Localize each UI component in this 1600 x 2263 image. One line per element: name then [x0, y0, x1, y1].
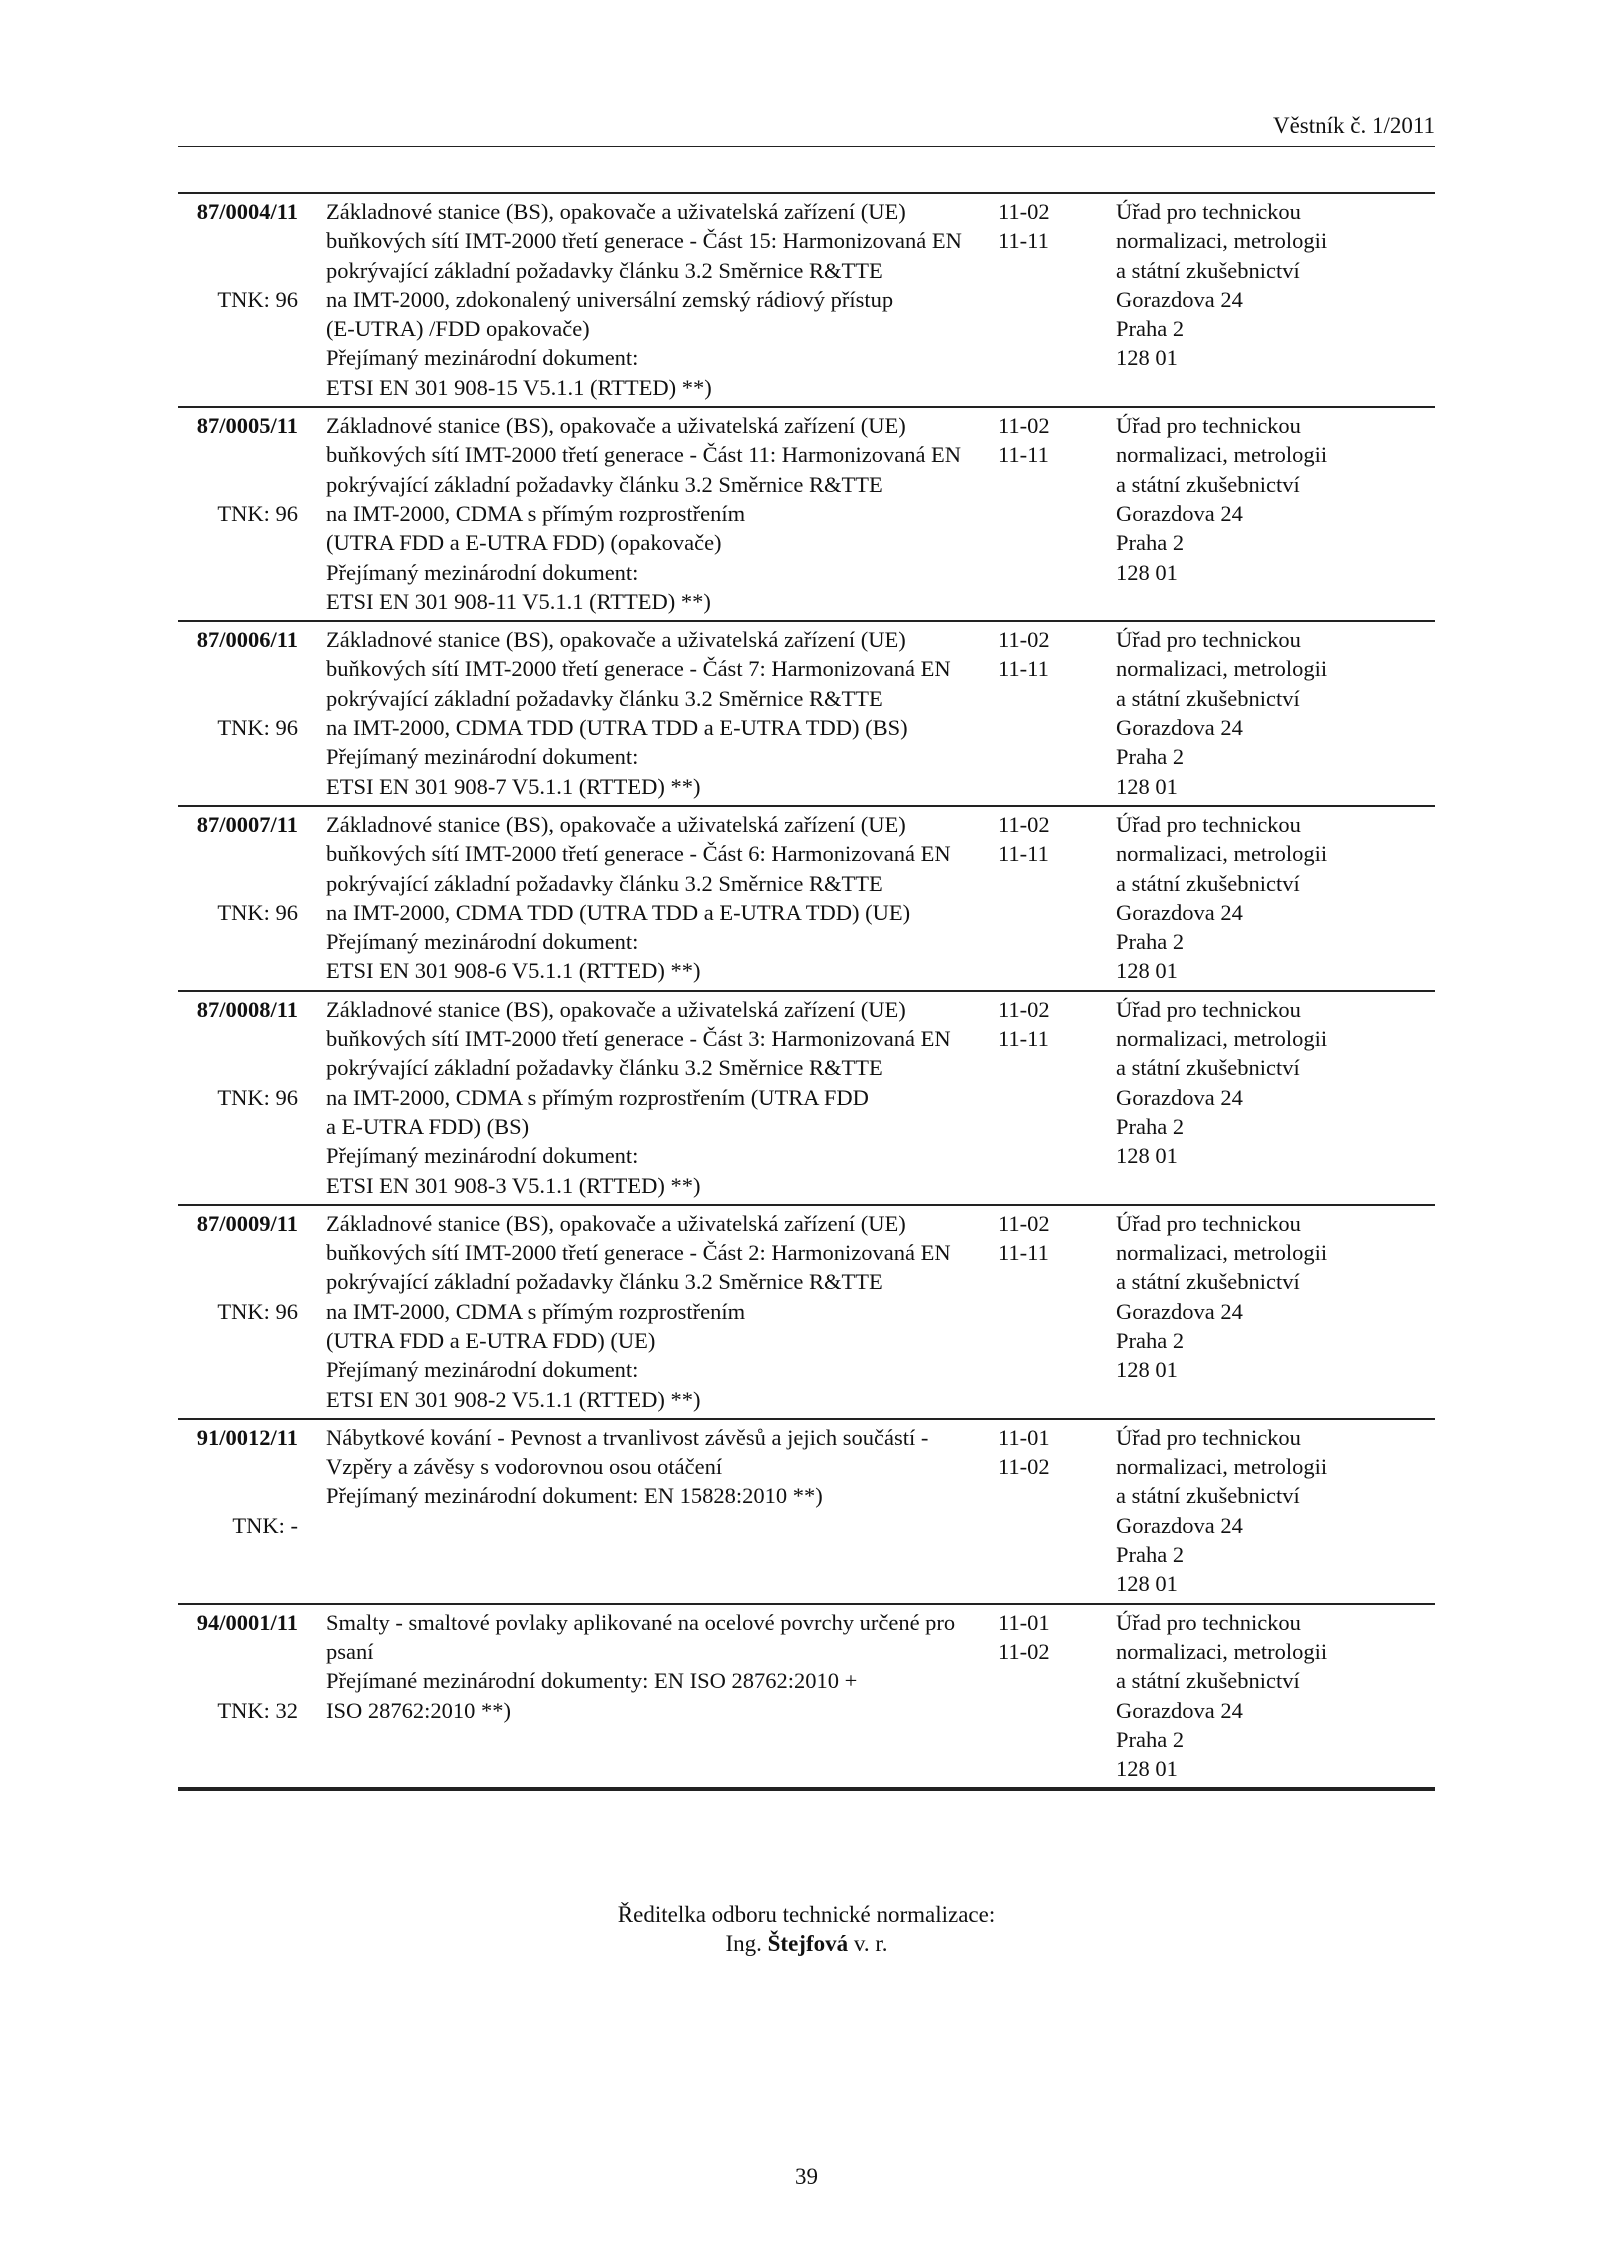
- norm-title-line: Přejímaný mezinárodní dokument:: [326, 1357, 639, 1383]
- norm-title-line: Přejímané mezinárodní dokumenty: EN ISO 28762:2010 +: [326, 1668, 858, 1694]
- norm-title-cell: [298, 995, 998, 1200]
- norm-code: 91/0012/11: [196, 1424, 298, 1450]
- norm-id-cell: [178, 625, 298, 801]
- norm-code: 87/0007/11: [196, 811, 298, 837]
- spacer: [178, 1452, 298, 1481]
- office-line: Úřad pro technickou: [1116, 1609, 1301, 1635]
- norm-title-line: Základnové stanice (BS), opakovače a uživatelská zařízení (UE): [326, 199, 906, 224]
- office-cell: [1116, 411, 1435, 616]
- header-rule: [178, 146, 1435, 147]
- office-line: a státní zkušebnictví: [1116, 1668, 1300, 1694]
- norm-title-line: pokrývající základní požadavky článku 3.2 Směrnice R&TTE: [326, 471, 883, 497]
- office-line: normalizaci, metrologii: [1116, 1638, 1328, 1664]
- date-value: 11-11: [998, 442, 1049, 468]
- norm-code: 94/0001/11: [196, 1609, 298, 1635]
- spacer: [178, 1267, 298, 1296]
- norm-title-line: Přejímaný mezinárodní dokument: EN 15828:2010 **): [326, 1483, 823, 1509]
- norm-title-line: Vzpěry a závěsy s vodorovnou osou otáčení: [326, 1454, 723, 1480]
- norm-title-line: buňkových sítí IMT-2000 třetí generace - Část 2: Harmonizovaná EN: [326, 1240, 951, 1266]
- norm-title-line: ETSI EN 301 908-2 V5.1.1 (RTTED) **): [326, 1386, 701, 1412]
- date-value: 11-11: [998, 656, 1049, 682]
- norm-code: 87/0008/11: [196, 996, 298, 1022]
- office-line: a státní zkušebnictví: [1116, 257, 1300, 283]
- office-line: a státní zkušebnictví: [1116, 870, 1300, 896]
- norm-title-line: buňkových sítí IMT-2000 třetí generace - Část 7: Harmonizovaná EN: [326, 656, 951, 682]
- norm-title-line: a E-UTRA FDD) (BS): [326, 1113, 530, 1139]
- signature-name-line: [178, 1929, 1435, 1958]
- office-line: Gorazdova 24: [1116, 1298, 1243, 1324]
- date-cell: [998, 197, 1116, 402]
- table-row: [178, 1206, 1435, 1420]
- norm-title-cell: [298, 1608, 998, 1784]
- spacer: [178, 684, 298, 713]
- norm-code: 87/0004/11: [196, 199, 298, 224]
- norm-code: 87/0006/11: [196, 627, 298, 653]
- table-row: [178, 807, 1435, 992]
- norms-table: [178, 192, 1435, 1791]
- office-line: Gorazdova 24: [1116, 1697, 1243, 1723]
- norm-title-line: Základnové stanice (BS), opakovače a uživatelská zařízení (UE): [326, 627, 906, 653]
- tnk-label: TNK: 96: [217, 899, 298, 925]
- table-row: [178, 194, 1435, 408]
- spacer: [178, 1053, 298, 1082]
- date-value: 11-02: [998, 413, 1050, 439]
- norm-id-cell: [178, 1608, 298, 1784]
- tnk-label: TNK: 96: [217, 286, 298, 312]
- office-line: 128 01: [1116, 958, 1178, 984]
- norm-title-cell: [298, 197, 998, 402]
- signature-prefix: Ing.: [725, 1931, 762, 1956]
- date-value: 11-02: [998, 1454, 1050, 1480]
- spacer: [178, 470, 298, 499]
- table-row: [178, 622, 1435, 807]
- spacer: [178, 1481, 298, 1510]
- office-line: normalizaci, metrologii: [1116, 656, 1328, 682]
- date-cell: [998, 810, 1116, 986]
- norm-title-line: pokrývající základní požadavky článku 3.2 Směrnice R&TTE: [326, 1055, 883, 1081]
- norm-title-line: buňkových sítí IMT-2000 třetí generace - Část 6: Harmonizovaná EN: [326, 841, 951, 867]
- office-line: a státní zkušebnictví: [1116, 1269, 1300, 1295]
- office-line: Úřad pro technickou: [1116, 811, 1301, 837]
- norm-title-line: buňkových sítí IMT-2000 třetí generace - Část 15: Harmonizovaná EN: [326, 228, 962, 254]
- date-value: 11-11: [998, 1026, 1049, 1052]
- office-line: Praha 2: [1116, 929, 1185, 955]
- office-cell: [1116, 810, 1435, 986]
- office-line: Praha 2: [1116, 1327, 1185, 1353]
- date-value: 11-11: [998, 1240, 1049, 1266]
- date-cell: [998, 625, 1116, 801]
- tnk-label: TNK: 96: [217, 1084, 298, 1110]
- date-cell: [998, 411, 1116, 616]
- norm-title-line: Základnové stanice (BS), opakovače a uživatelská zařízení (UE): [326, 1210, 906, 1236]
- office-line: Úřad pro technickou: [1116, 413, 1301, 439]
- norm-title-line: na IMT-2000, CDMA s přímým rozprostřením (UTRA FDD: [326, 1084, 869, 1110]
- spacer: [178, 1024, 298, 1053]
- tnk-label: TNK: 96: [217, 715, 298, 741]
- norm-id-cell: [178, 810, 298, 986]
- norm-id-cell: [178, 1209, 298, 1414]
- office-line: Praha 2: [1116, 316, 1185, 342]
- spacer: [178, 869, 298, 898]
- office-line: 128 01: [1116, 345, 1178, 371]
- signature-block: [178, 1900, 1435, 1958]
- office-line: Gorazdova 24: [1116, 500, 1243, 526]
- office-line: normalizaci, metrologii: [1116, 1026, 1328, 1052]
- norm-id-cell: [178, 411, 298, 616]
- office-line: a státní zkušebnictví: [1116, 1055, 1300, 1081]
- date-cell: [998, 1608, 1116, 1784]
- date-value: 11-02: [998, 199, 1050, 224]
- table-row: [178, 408, 1435, 622]
- signature-name: Štejfová: [767, 1931, 849, 1956]
- signature-suffix: v. r.: [853, 1931, 888, 1956]
- spacer: [178, 654, 298, 683]
- norm-title-cell: [298, 625, 998, 801]
- norm-title-line: ETSI EN 301 908-3 V5.1.1 (RTTED) **): [326, 1172, 701, 1198]
- table-row: [178, 1605, 1435, 1792]
- spacer: [178, 1238, 298, 1267]
- norm-title-line: ETSI EN 301 908-7 V5.1.1 (RTTED) **): [326, 773, 701, 799]
- date-value: 11-02: [998, 811, 1050, 837]
- office-line: normalizaci, metrologii: [1116, 228, 1328, 254]
- office-line: Gorazdova 24: [1116, 715, 1243, 741]
- date-cell: [998, 1423, 1116, 1599]
- date-cell: [998, 995, 1116, 1200]
- norm-title-cell: [298, 1423, 998, 1599]
- norm-title-line: pokrývající základní požadavky článku 3.2 Směrnice R&TTE: [326, 1269, 883, 1295]
- office-line: 128 01: [1116, 773, 1178, 799]
- norm-code: 87/0005/11: [196, 413, 298, 439]
- norm-title-line: Základnové stanice (BS), opakovače a uživatelská zařízení (UE): [326, 413, 906, 439]
- office-line: Úřad pro technickou: [1116, 1424, 1301, 1450]
- office-line: 128 01: [1116, 1756, 1178, 1782]
- date-value: 11-02: [998, 1210, 1050, 1236]
- office-line: 128 01: [1116, 1143, 1178, 1169]
- tnk-label: TNK: 96: [217, 1298, 298, 1324]
- norm-id-cell: [178, 995, 298, 1200]
- norm-title-line: buňkových sítí IMT-2000 třetí generace - Část 3: Harmonizovaná EN: [326, 1026, 951, 1052]
- office-line: Úřad pro technickou: [1116, 627, 1301, 653]
- office-line: Praha 2: [1116, 744, 1185, 770]
- office-line: Praha 2: [1116, 1113, 1185, 1139]
- spacer: [178, 256, 298, 285]
- office-line: Gorazdova 24: [1116, 1084, 1243, 1110]
- tnk-label: TNK: -: [232, 1512, 298, 1538]
- norm-title-line: Přejímaný mezinárodní dokument:: [326, 345, 639, 371]
- office-line: Gorazdova 24: [1116, 899, 1243, 925]
- norm-title-line: buňkových sítí IMT-2000 třetí generace - Část 11: Harmonizovaná EN: [326, 442, 962, 468]
- office-line: 128 01: [1116, 559, 1178, 585]
- norm-title-line: na IMT-2000, CDMA s přímým rozprostřením: [326, 500, 746, 526]
- spacer: [178, 1637, 298, 1666]
- norm-title-line: Základnové stanice (BS), opakovače a uživatelská zařízení (UE): [326, 811, 906, 837]
- norm-title-line: na IMT-2000, CDMA TDD (UTRA TDD a E-UTRA TDD) (BS): [326, 715, 908, 741]
- norm-title-line: pokrývající základní požadavky článku 3.2 Směrnice R&TTE: [326, 257, 883, 283]
- norm-title-line: Přejímaný mezinárodní dokument:: [326, 929, 639, 955]
- date-cell: [998, 1209, 1116, 1414]
- office-line: a státní zkušebnictví: [1116, 471, 1300, 497]
- norm-title-line: (E-UTRA) /FDD opakovače): [326, 316, 590, 342]
- norm-title-line: pokrývající základní požadavky článku 3.2 Směrnice R&TTE: [326, 870, 883, 896]
- office-line: Praha 2: [1116, 1726, 1185, 1752]
- norm-title-cell: [298, 1209, 998, 1414]
- norm-title-line: ETSI EN 301 908-11 V5.1.1 (RTTED) **): [326, 588, 711, 614]
- date-value: 11-11: [998, 841, 1049, 867]
- office-line: 128 01: [1116, 1357, 1178, 1383]
- norm-title-line: na IMT-2000, CDMA TDD (UTRA TDD a E-UTRA TDD) (UE): [326, 899, 911, 925]
- norm-title-line: psaní: [326, 1638, 374, 1664]
- norm-title-line: Smalty - smaltové povlaky aplikované na ocelové povrchy určené pro: [326, 1609, 956, 1635]
- office-cell: [1116, 197, 1435, 402]
- date-value: 11-01: [998, 1609, 1050, 1635]
- date-value: 11-02: [998, 1638, 1050, 1664]
- office-line: a státní zkušebnictví: [1116, 685, 1300, 711]
- office-line: Praha 2: [1116, 530, 1185, 556]
- office-line: Praha 2: [1116, 1542, 1185, 1568]
- norm-title-line: (UTRA FDD a E-UTRA FDD) (opakovače): [326, 530, 722, 556]
- date-value: 11-02: [998, 627, 1050, 653]
- norm-title-line: na IMT-2000, zdokonalený universální zemský rádiový přístup: [326, 286, 894, 312]
- office-cell: [1116, 1608, 1435, 1784]
- norm-title-cell: [298, 810, 998, 986]
- norm-title-cell: [298, 411, 998, 616]
- norm-title-line: Nábytkové kování - Pevnost a trvanlivost závěsů a jejich součástí -: [326, 1424, 929, 1450]
- date-value: 11-11: [998, 228, 1049, 254]
- office-line: normalizaci, metrologii: [1116, 841, 1328, 867]
- norm-title-line: ETSI EN 301 908-15 V5.1.1 (RTTED) **): [326, 374, 712, 400]
- office-line: Gorazdova 24: [1116, 1512, 1243, 1538]
- spacer: [178, 226, 298, 255]
- spacer: [178, 440, 298, 469]
- date-value: 11-02: [998, 996, 1050, 1022]
- office-cell: [1116, 1423, 1435, 1599]
- norm-title-line: Přejímaný mezinárodní dokument:: [326, 744, 639, 770]
- office-cell: [1116, 1209, 1435, 1414]
- norm-title-line: ISO 28762:2010 **): [326, 1697, 511, 1723]
- office-line: Úřad pro technickou: [1116, 1210, 1301, 1236]
- signature-role: Ředitelka odboru technické normalizace:: [617, 1902, 996, 1927]
- office-cell: [1116, 625, 1435, 801]
- office-line: Gorazdova 24: [1116, 286, 1243, 312]
- page-number: 39: [795, 2164, 818, 2189]
- norm-code: 87/0009/11: [196, 1210, 298, 1236]
- office-cell: [1116, 995, 1435, 1200]
- norm-title-line: ETSI EN 301 908-6 V5.1.1 (RTTED) **): [326, 958, 701, 984]
- norm-title-line: pokrývající základní požadavky článku 3.2 Směrnice R&TTE: [326, 685, 883, 711]
- page-header: Věstník č. 1/2011: [1272, 113, 1435, 138]
- tnk-label: TNK: 96: [217, 500, 298, 526]
- norm-title-line: Přejímaný mezinárodní dokument:: [326, 1143, 639, 1169]
- norm-id-cell: [178, 1423, 298, 1599]
- office-line: a státní zkušebnictví: [1116, 1483, 1300, 1509]
- office-line: Úřad pro technickou: [1116, 996, 1301, 1022]
- spacer: [178, 839, 298, 868]
- office-line: normalizaci, metrologii: [1116, 442, 1328, 468]
- norm-title-line: na IMT-2000, CDMA s přímým rozprostřením: [326, 1298, 746, 1324]
- table-row: [178, 992, 1435, 1206]
- tnk-label: TNK: 32: [217, 1697, 298, 1723]
- date-value: 11-01: [998, 1424, 1050, 1450]
- spacer: [178, 1666, 298, 1695]
- norm-title-line: Základnové stanice (BS), opakovače a uživatelská zařízení (UE): [326, 996, 906, 1022]
- norm-title-line: Přejímaný mezinárodní dokument:: [326, 559, 639, 585]
- office-line: normalizaci, metrologii: [1116, 1240, 1328, 1266]
- office-line: 128 01: [1116, 1571, 1178, 1597]
- office-line: Úřad pro technickou: [1116, 199, 1301, 224]
- office-line: normalizaci, metrologii: [1116, 1454, 1328, 1480]
- table-row: [178, 1420, 1435, 1605]
- norm-title-line: (UTRA FDD a E-UTRA FDD) (UE): [326, 1327, 656, 1353]
- norm-id-cell: [178, 197, 298, 402]
